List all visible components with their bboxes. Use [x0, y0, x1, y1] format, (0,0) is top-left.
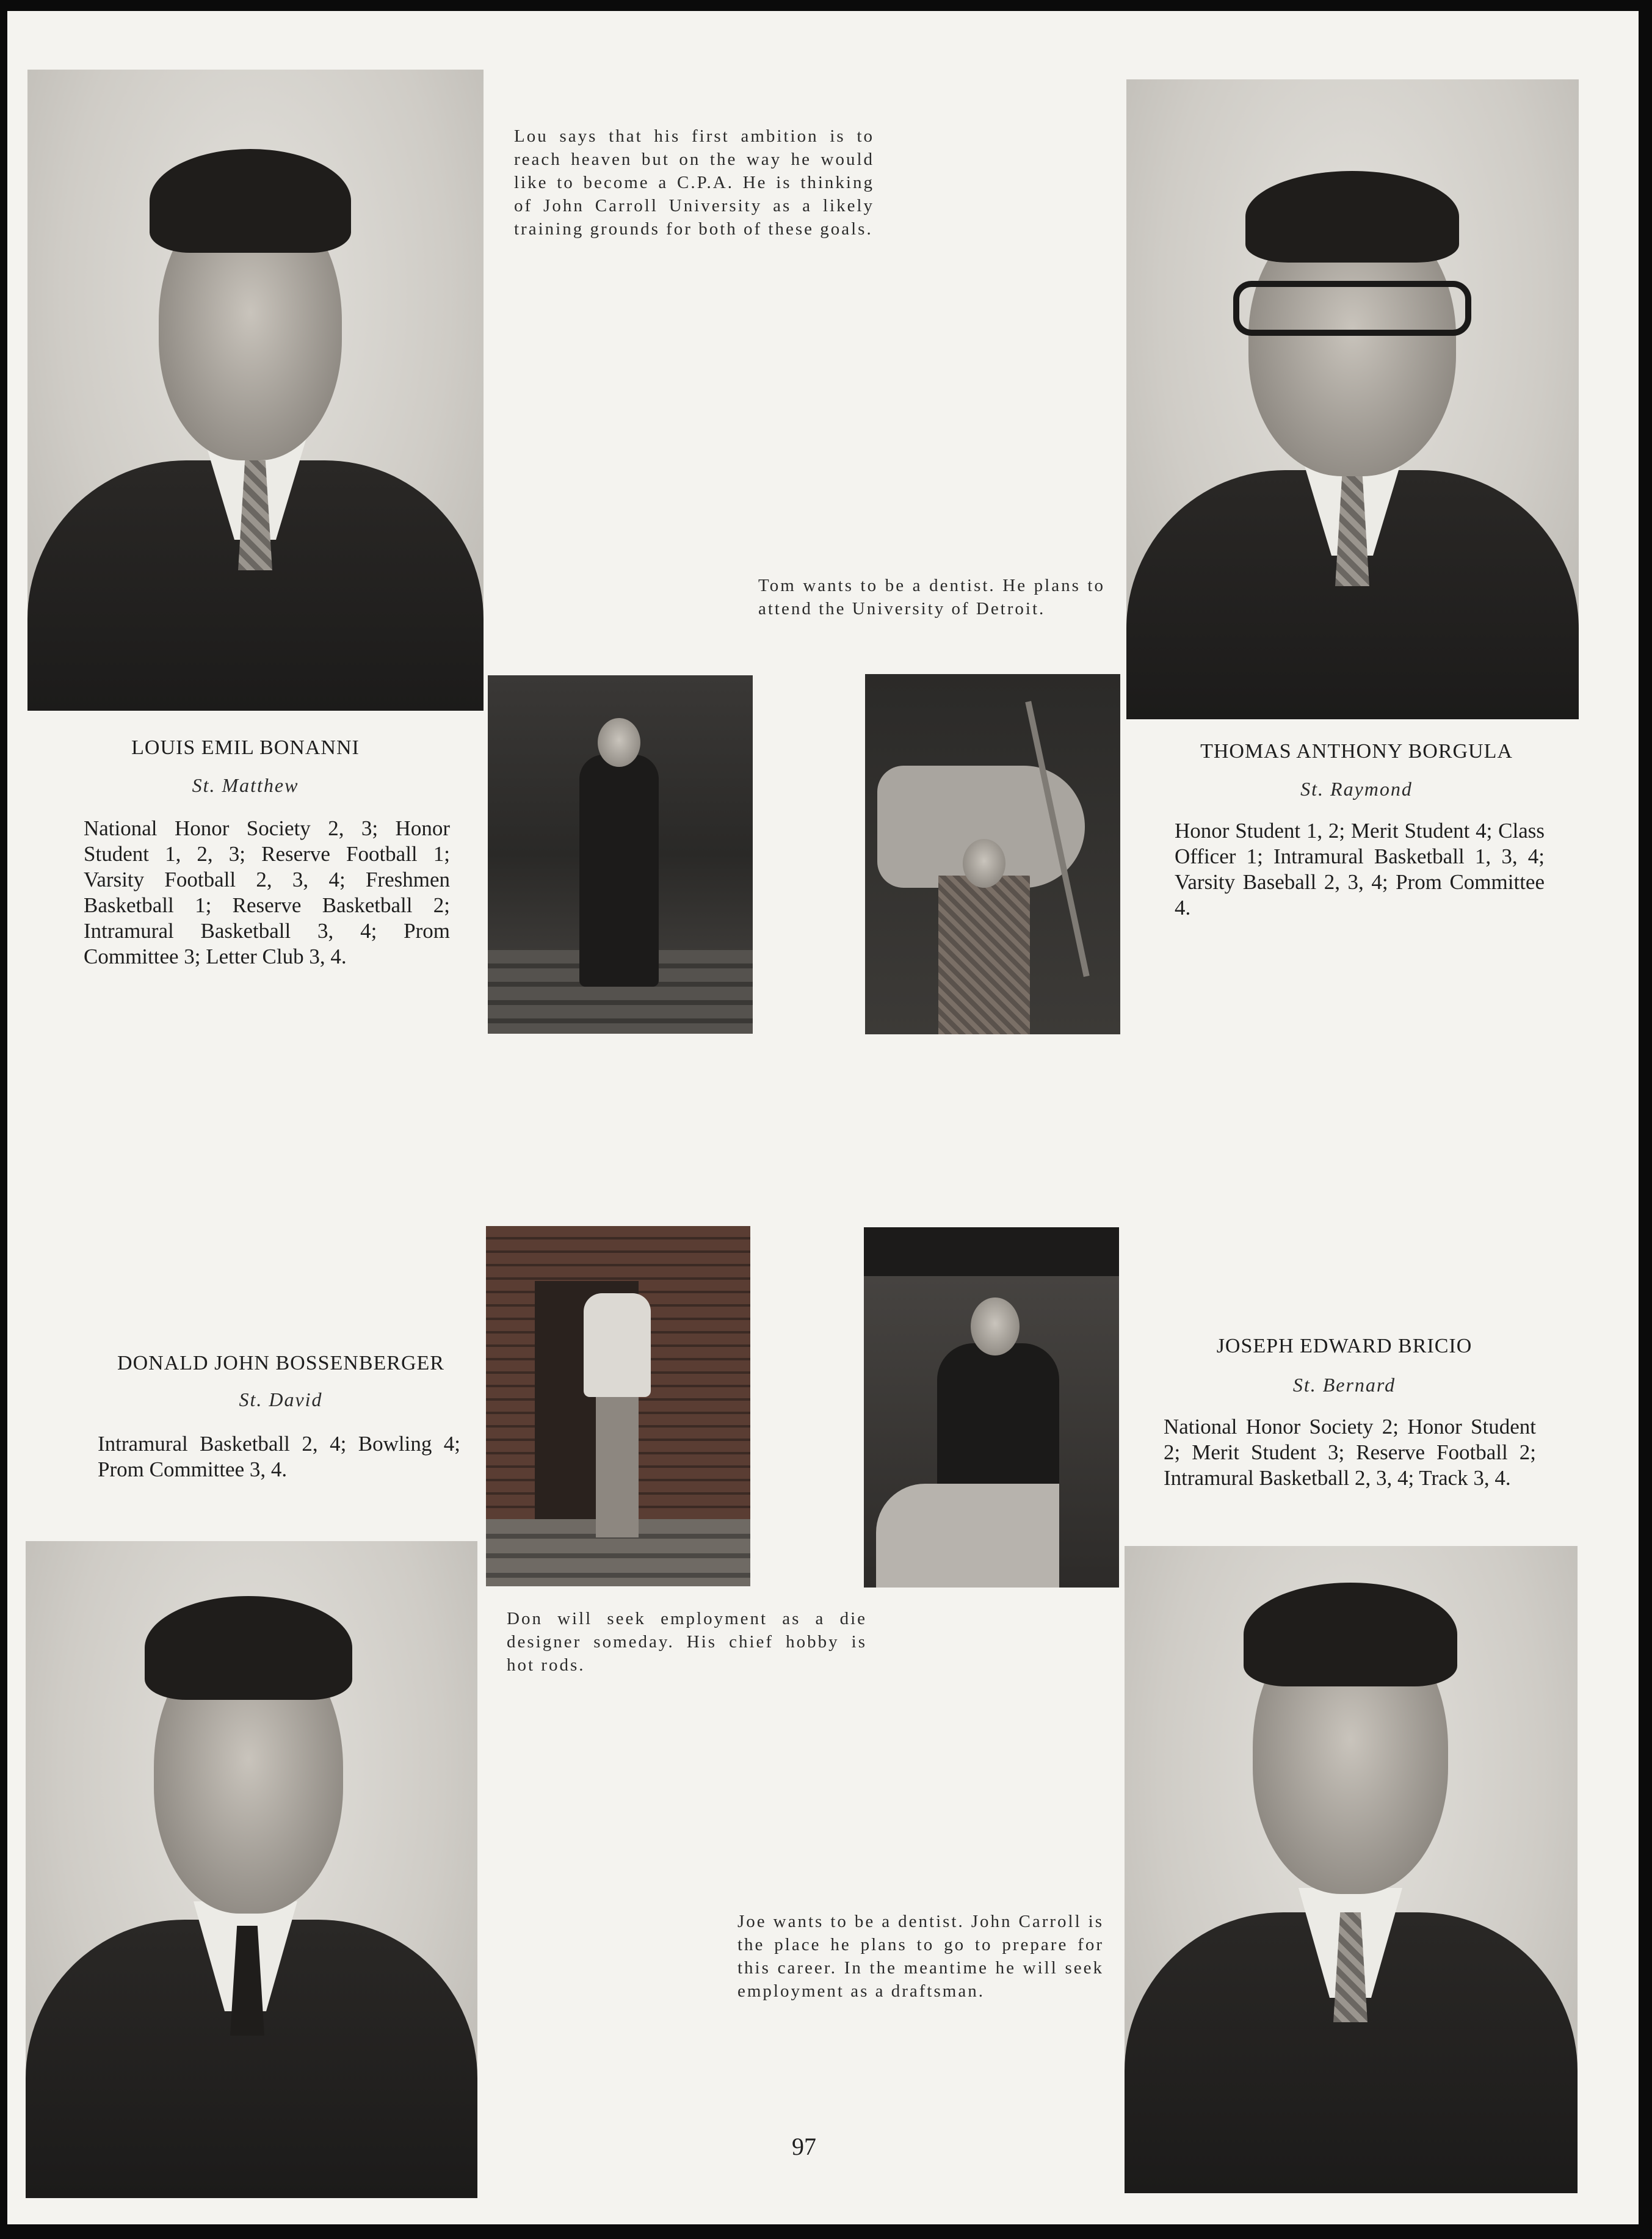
quote-thomas-borgula: Tom wants to be a dentist. He plans to attend the University of Detroit.	[758, 576, 1105, 619]
parish-thomas-borgula: St. Raymond	[1300, 778, 1413, 800]
student-name-thomas-borgula: THOMAS ANTHONY BORGULA	[1200, 740, 1513, 763]
candid-photo-joseph-desk	[864, 1227, 1119, 1588]
activities-donald-bossenberger: Intramural Basketball 2, 4; Bowling 4; Prom Committee 3, 4.	[98, 1432, 460, 1481]
student-name-louis-bonanni: LOUIS EMIL BONANNI	[131, 736, 360, 759]
eyeglasses-icon	[1233, 281, 1471, 336]
activities-louis-bonanni: National Honor Society 2, 3; Honor Student 1, 2, 3; Reserve Football 1; Varsity Football 2, 3, 4; Freshmen Basketball 1; Reserve Basketball 2; Intramural Basketball 3, 4; Prom Committee 3; Letter Club 3, 4.	[84, 816, 450, 968]
yearbook-page	[7, 11, 1639, 2224]
candid-photo-louis-stairs	[488, 675, 753, 1034]
quote-louis-bonanni: Lou says that his first ambition is to reach heaven but on the way he would like to become a C.P.A. He is thinking of John Carroll University as a likely training grounds for both of these goals.	[514, 126, 874, 239]
quote-joseph-bricio: Joe wants to be a dentist. John Carroll is the place he plans to go to prepare for this career. In the meantime he will seek employment as a draftsman.	[737, 1912, 1104, 2001]
parish-donald-bossenberger: St. David	[239, 1388, 323, 1410]
candid-photo-donald-doorway	[486, 1226, 750, 1586]
candid-photo-thomas-airplane	[865, 674, 1120, 1034]
portrait-louis-bonanni	[27, 70, 484, 711]
parish-louis-bonanni: St. Matthew	[192, 774, 299, 796]
portrait-donald-bossenberger	[26, 1541, 477, 2198]
activities-joseph-bricio: National Honor Society 2; Honor Student 2; Merit Student 3; Reserve Football 2; Intramural Basketball 2, 3, 4; Track 3, 4.	[1164, 1415, 1536, 1490]
quote-donald-bossenberger: Don will seek employment as a die designer someday. His chief hobby is hot rods.	[507, 1609, 867, 1675]
student-name-joseph-bricio: JOSEPH EDWARD BRICIO	[1216, 1335, 1473, 1357]
page-number: 97	[792, 2133, 816, 2160]
portrait-thomas-borgula	[1126, 79, 1579, 719]
student-name-donald-bossenberger: DONALD JOHN BOSSENBERGER	[117, 1352, 444, 1374]
parish-joseph-bricio: St. Bernard	[1292, 1374, 1396, 1396]
activities-thomas-borgula: Honor Student 1, 2; Merit Student 4; Class Officer 1; Intramural Basketball 1, 3, 4; Varsity Baseball 2, 3, 4; Prom Committee 4.	[1175, 819, 1545, 920]
portrait-joseph-bricio	[1125, 1546, 1578, 2193]
